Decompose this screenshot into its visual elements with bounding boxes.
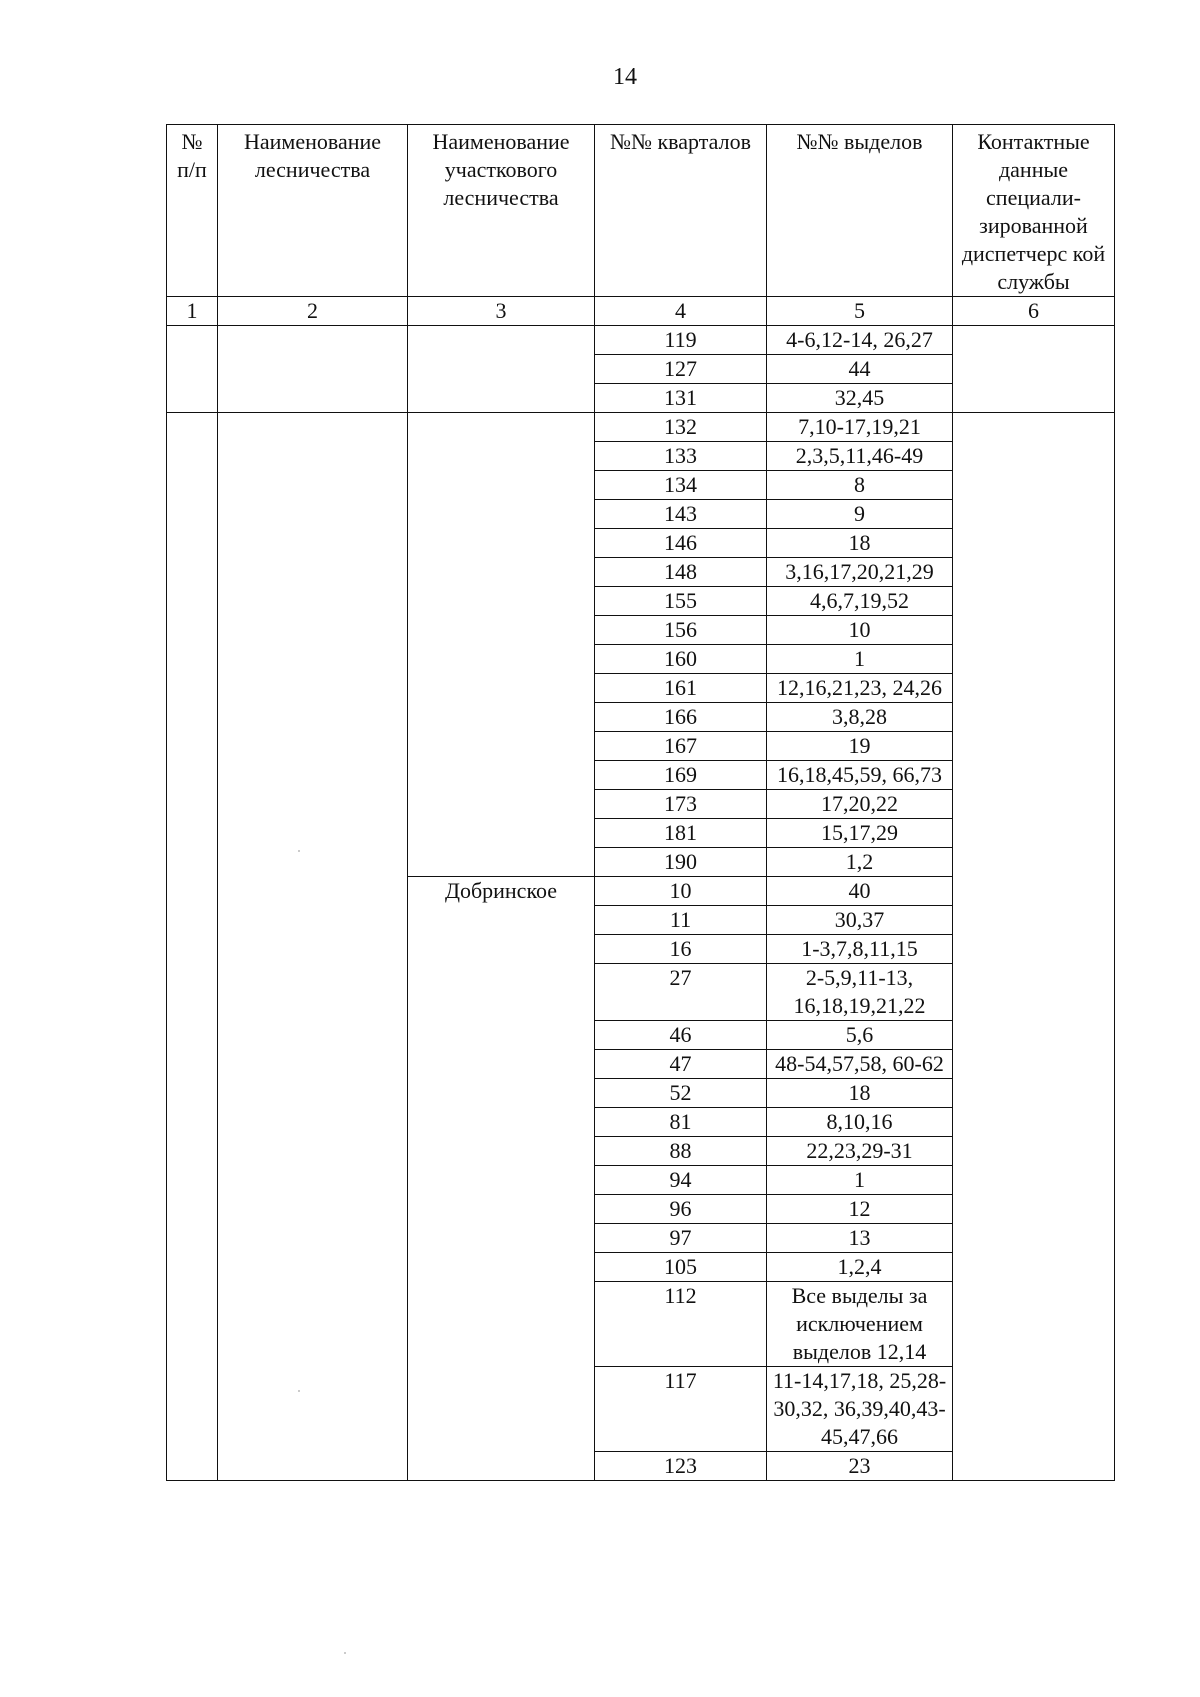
kvartal-cell: 160 [595,645,767,674]
row-index-cell [167,326,218,413]
header-cell: №№ выделов [767,125,953,297]
vydely-cell: 15,17,29 [767,819,953,848]
vydely-cell: 1 [767,1166,953,1195]
vydely-cell: 4,6,7,19,52 [767,587,953,616]
district-forestry-cell: Добринское [408,877,595,1481]
table-row [167,413,1115,442]
kvartal-cell: 16 [595,935,767,964]
vydely-cell: 19 [767,732,953,761]
table-row [167,326,1115,355]
kvartal-cell: 117 [595,1367,767,1452]
kvartal-cell: 94 [595,1166,767,1195]
scan-speck [298,1390,300,1392]
vydely-cell: 10 [767,616,953,645]
forestry-table [166,124,1115,1481]
vydely-cell: 12 [767,1195,953,1224]
vydely-cell: 7,10-17,19,21 [767,413,953,442]
vydely-cell: 40 [767,877,953,906]
kvartal-cell: 134 [595,471,767,500]
header-cell: №№ кварталов [595,125,767,297]
kvartal-cell: 166 [595,703,767,732]
kvartal-cell: 52 [595,1079,767,1108]
column-number-row [167,297,1115,326]
column-number: 5 [767,297,953,326]
vydely-cell: 32,45 [767,384,953,413]
column-number: 3 [408,297,595,326]
header-cell: Наименование лесничества [218,125,408,297]
kvartal-cell: 133 [595,442,767,471]
vydely-cell: 48-54,57,58, 60-62 [767,1050,953,1079]
vydely-cell: 18 [767,529,953,558]
header-cell: № п/п [167,125,218,297]
header-cell: Контактные данные специали-зированной диспетчерс кой службы [953,125,1115,297]
kvartal-cell: 10 [595,877,767,906]
contact-cell [953,326,1115,413]
vydely-cell: 9 [767,500,953,529]
kvartal-cell: 161 [595,674,767,703]
row-index-cell [167,413,218,1481]
forestry-name-cell [218,413,408,1481]
kvartal-cell: 97 [595,1224,767,1253]
kvartal-cell: 123 [595,1452,767,1481]
kvartal-cell: 156 [595,616,767,645]
vydely-cell: 18 [767,1079,953,1108]
kvartal-cell: 27 [595,964,767,1021]
kvartal-cell: 181 [595,819,767,848]
kvartal-cell: 169 [595,761,767,790]
kvartal-cell: 105 [595,1253,767,1282]
kvartal-cell: 119 [595,326,767,355]
vydely-cell: 23 [767,1452,953,1481]
kvartal-cell: 190 [595,848,767,877]
vydely-cell: 30,37 [767,906,953,935]
table-body [167,326,1115,1481]
vydely-cell: 2,3,5,11,46-49 [767,442,953,471]
vydely-cell: 3,16,17,20,21,29 [767,558,953,587]
kvartal-cell: 148 [595,558,767,587]
vydely-cell: 11-14,17,18, 25,28-30,32, 36,39,40,43-45,47,66 [767,1367,953,1452]
kvartal-cell: 127 [595,355,767,384]
kvartal-cell: 132 [595,413,767,442]
column-number: 1 [167,297,218,326]
column-number: 6 [953,297,1115,326]
kvartal-cell: 143 [595,500,767,529]
kvartal-cell: 81 [595,1108,767,1137]
kvartal-cell: 47 [595,1050,767,1079]
scan-speck [298,850,300,852]
kvartal-cell: 96 [595,1195,767,1224]
kvartal-cell: 155 [595,587,767,616]
kvartal-cell: 131 [595,384,767,413]
vydely-cell: Все выделы за исключением выделов 12,14 [767,1282,953,1367]
kvartal-cell: 88 [595,1137,767,1166]
kvartal-cell: 46 [595,1021,767,1050]
district-forestry-cell [408,413,595,877]
vydely-cell: 2-5,9,11-13, 16,18,19,21,22 [767,964,953,1021]
kvartal-cell: 173 [595,790,767,819]
column-number: 2 [218,297,408,326]
kvartal-cell: 146 [595,529,767,558]
page-number: 14 [613,64,637,90]
vydely-cell: 8 [767,471,953,500]
contact-cell [953,413,1115,1481]
vydely-cell: 44 [767,355,953,384]
vydely-cell: 4-6,12-14, 26,27 [767,326,953,355]
district-forestry-cell [408,326,595,413]
vydely-cell: 1 [767,645,953,674]
vydely-cell: 1-3,7,8,11,15 [767,935,953,964]
kvartal-cell: 167 [595,732,767,761]
header-cell: Наименование участкового лесничества [408,125,595,297]
header-row [167,125,1115,297]
vydely-cell: 17,20,22 [767,790,953,819]
vydely-cell: 8,10,16 [767,1108,953,1137]
vydely-cell: 12,16,21,23, 24,26 [767,674,953,703]
vydely-cell: 5,6 [767,1021,953,1050]
vydely-cell: 13 [767,1224,953,1253]
vydely-cell: 1,2 [767,848,953,877]
kvartal-cell: 112 [595,1282,767,1367]
forestry-name-cell [218,326,408,413]
vydely-cell: 22,23,29-31 [767,1137,953,1166]
vydely-cell: 3,8,28 [767,703,953,732]
vydely-cell: 1,2,4 [767,1253,953,1282]
column-number: 4 [595,297,767,326]
vydely-cell: 16,18,45,59, 66,73 [767,761,953,790]
scan-speck [344,1652,346,1654]
kvartal-cell: 11 [595,906,767,935]
